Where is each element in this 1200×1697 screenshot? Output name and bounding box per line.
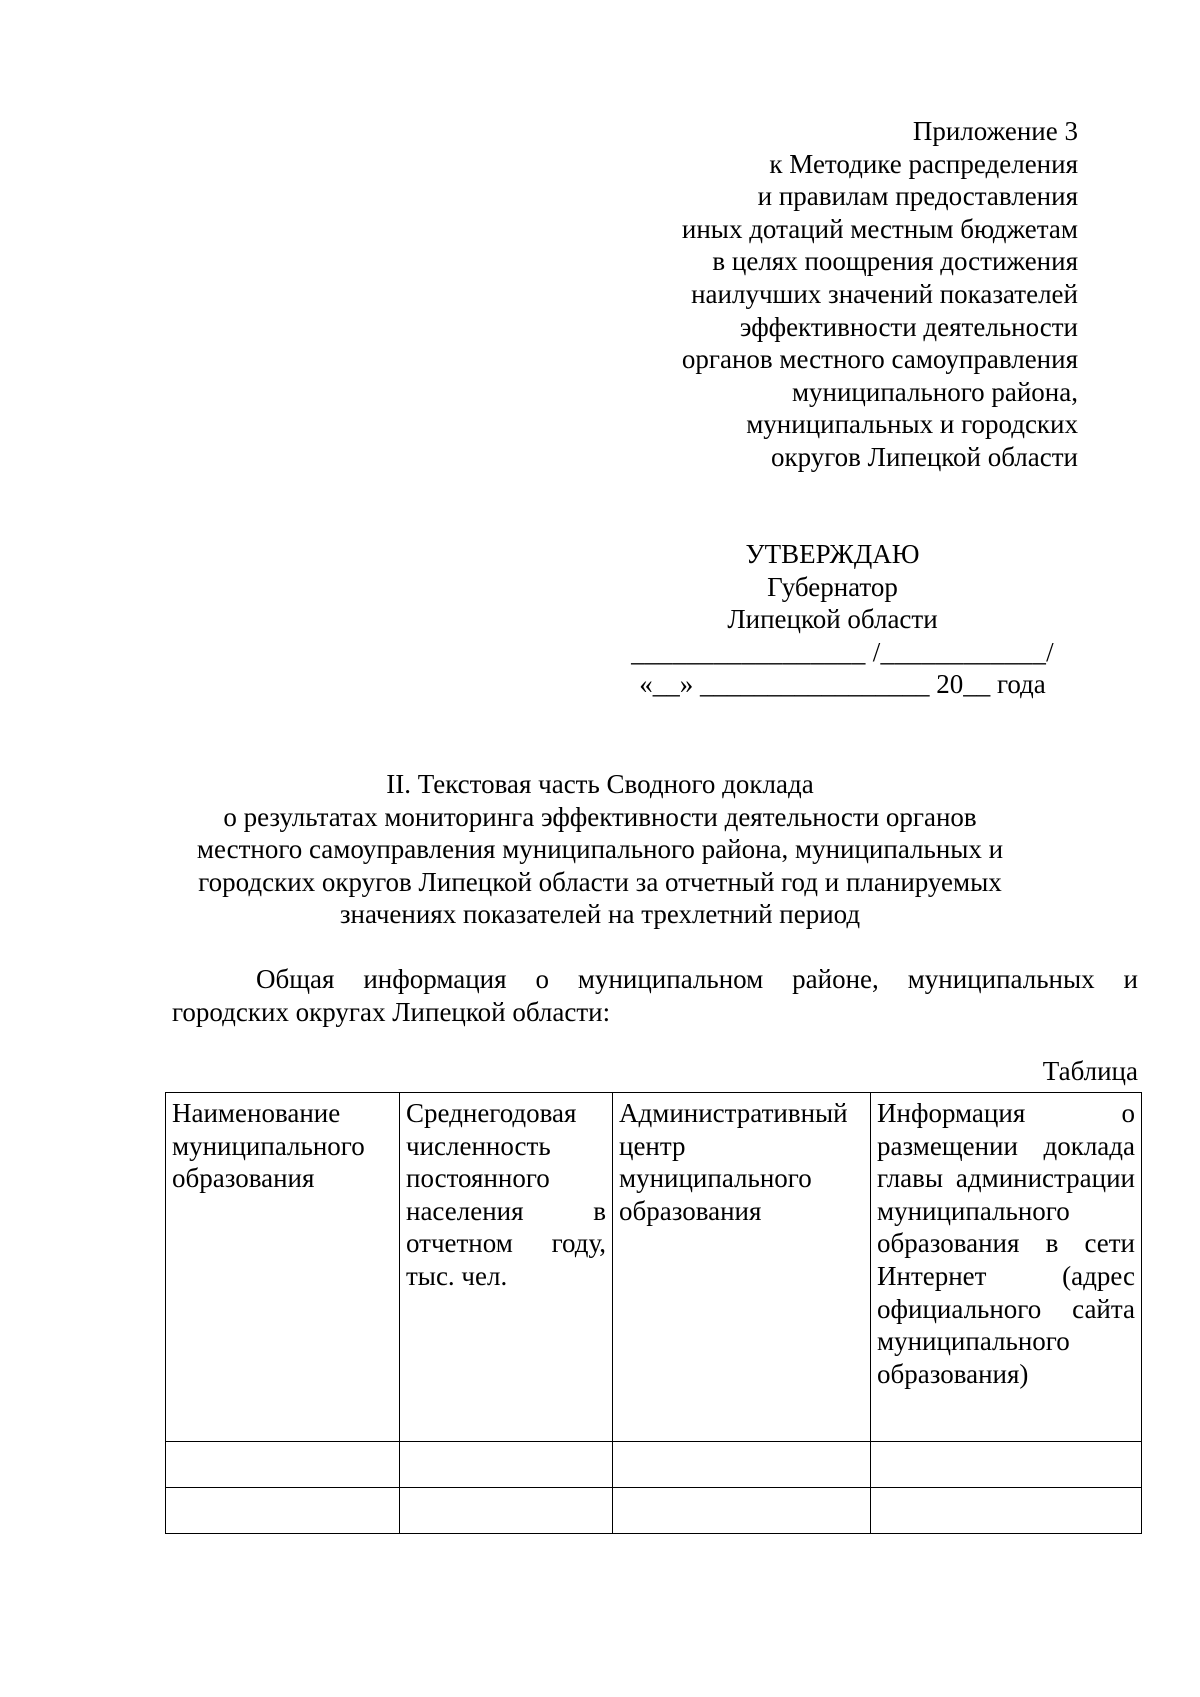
intro-line: городских округах Липецкой области:: [172, 996, 611, 1027]
table-cell: [871, 1442, 1142, 1488]
header-cell-name: Наименование муниципального образования: [166, 1093, 400, 1442]
appendix-line: органов местного самоуправления: [681, 344, 1078, 375]
table-row: [166, 1442, 1142, 1488]
report-title: [160, 768, 1040, 931]
table-cell: [166, 1488, 400, 1534]
table-cell: [400, 1488, 613, 1534]
table-cell: [400, 1442, 613, 1488]
title-line: городских округов Липецкой области за отчетный год и планируемых: [198, 866, 1002, 897]
table-row: [166, 1488, 1142, 1534]
table-cell: [613, 1442, 871, 1488]
appendix-line: муниципальных и городских: [746, 409, 1078, 440]
approval-position: Губернатор: [767, 571, 898, 602]
header-cell-admin-center: Административный центр муниципального образования: [613, 1093, 871, 1442]
appendix-line: наилучших значений показателей: [691, 278, 1078, 309]
appendix-header: [682, 115, 1078, 474]
title-line: местного самоуправления муниципального района, муниципальных и: [196, 834, 1004, 865]
table-cell: [871, 1488, 1142, 1534]
appendix-line: муниципального района,: [791, 376, 1078, 407]
approval-block: [600, 538, 1105, 701]
approval-heading: УТВЕРЖДАЮ: [745, 539, 920, 569]
table-cell: [613, 1488, 871, 1534]
header-cell-population: Среднегодовая численность постоянного населения в отчетном году, тыс. чел.: [400, 1093, 613, 1442]
title-line: о результатах мониторинга эффективности деятельности органов: [223, 801, 977, 832]
table-header-row: [166, 1093, 1142, 1442]
appendix-line: Приложение 3: [912, 116, 1078, 146]
title-line: II. Текстовая часть Сводного доклада: [386, 769, 814, 799]
municipal-info-table: [165, 1092, 1142, 1534]
intro-paragraph: [172, 963, 1138, 1028]
table-cell: [166, 1442, 400, 1488]
title-line: значениях показателей на трехлетний период: [339, 899, 861, 930]
approval-region: Липецкой области: [727, 604, 938, 635]
appendix-line: в целях поощрения достижения: [712, 246, 1078, 277]
header-cell-internet-info: Информация о размещении доклада главы администрации муниципального образования в сети Интернет (адрес официального сайта муниципального образования): [871, 1093, 1142, 1442]
intro-line: Общая информация о муниципальном районе, муниципальных и: [256, 964, 1138, 994]
appendix-line: округов Липецкой области: [770, 441, 1078, 472]
appendix-line: и правилам предоставления: [757, 181, 1078, 212]
appendix-line: иных дотаций местным бюджетам: [681, 213, 1078, 244]
appendix-line: к Методике распределения: [769, 148, 1078, 179]
table-label: Таблица: [1042, 1056, 1138, 1086]
signature-line: _________________ /____________/: [631, 636, 1054, 667]
date-line: «__» _________________ 20__ года: [639, 669, 1046, 700]
appendix-line: эффективности деятельности: [739, 311, 1078, 342]
